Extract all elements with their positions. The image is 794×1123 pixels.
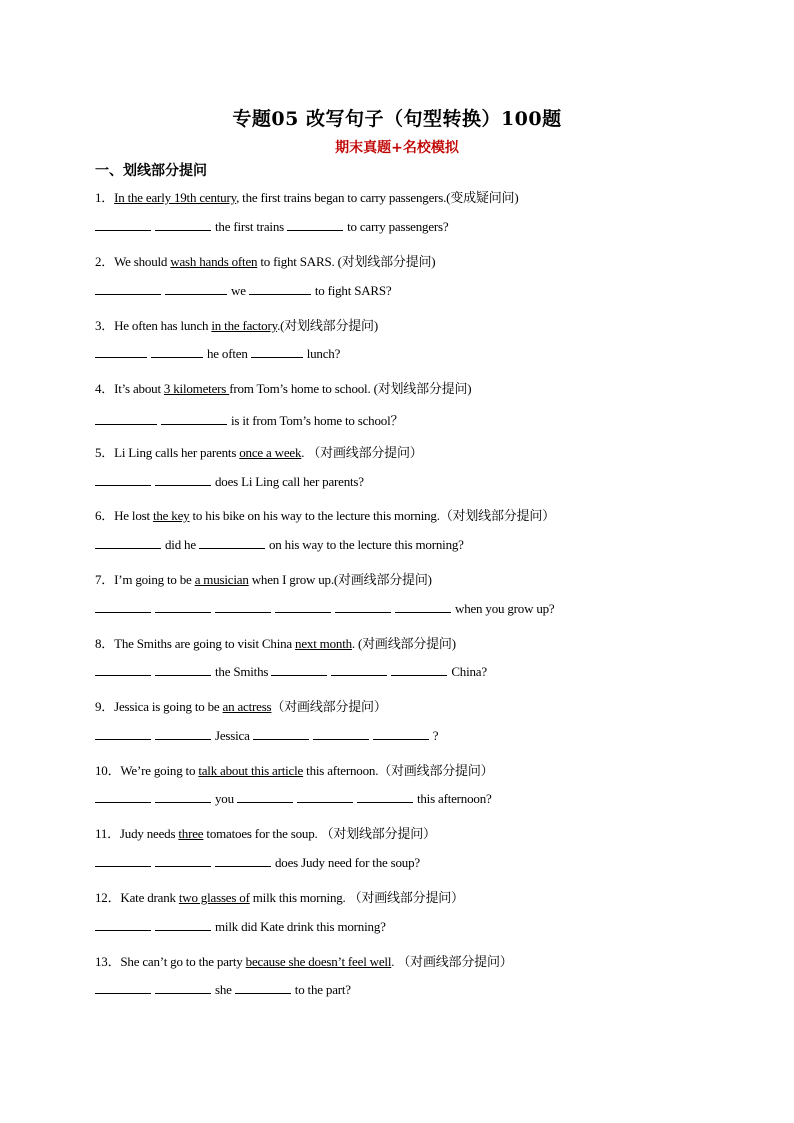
underlined-part: two glasses of xyxy=(178,890,250,905)
question-9: 9．Jessica is going to be an actress（对画线部分提问） xyxy=(95,699,387,714)
answer-line-6: did he on his way to the lecture this morning? xyxy=(95,537,464,553)
question-8: 8．The Smiths are going to visit China next month. (对画线部分提问) xyxy=(95,636,456,651)
answer-blank[interactable] xyxy=(155,219,211,231)
answer-blank[interactable] xyxy=(95,537,161,549)
underlined-part: because she doesn’t feel well xyxy=(245,954,392,969)
answer-blank[interactable] xyxy=(95,413,157,425)
answer-blank[interactable] xyxy=(235,982,291,994)
answer-blank[interactable] xyxy=(155,474,211,486)
answer-blank[interactable] xyxy=(155,791,211,803)
answer-blank[interactable] xyxy=(95,855,151,867)
answer-blank[interactable] xyxy=(155,982,211,994)
answer-blank[interactable] xyxy=(161,413,227,425)
question-2: 2．We should wash hands often to fight SARS. (对划线部分提问) xyxy=(95,254,436,269)
answer-blank[interactable] xyxy=(165,283,227,295)
answer-line-13: she to the part? xyxy=(95,982,351,998)
answer-blank[interactable] xyxy=(357,791,413,803)
underlined-part: 3 kilometers xyxy=(163,381,230,396)
answer-blank[interactable] xyxy=(155,855,211,867)
answer-line-10: you this afternoon? xyxy=(95,791,492,807)
answer-blank[interactable] xyxy=(395,601,451,613)
underlined-part: an actress xyxy=(222,699,272,714)
answer-line-2: we to fight SARS? xyxy=(95,283,391,299)
underlined-part: a musician xyxy=(194,572,249,587)
answer-blank[interactable] xyxy=(199,537,265,549)
answer-blank[interactable] xyxy=(251,346,303,358)
answer-blank[interactable] xyxy=(95,791,151,803)
answer-line-12: milk did Kate drink this morning? xyxy=(95,919,386,935)
answer-blank[interactable] xyxy=(95,601,151,613)
answer-blank[interactable] xyxy=(155,664,211,676)
answer-blank[interactable] xyxy=(215,601,271,613)
question-10: 10．We’re going to talk about this article this afternoon.（对画线部分提问） xyxy=(95,763,494,778)
answer-line-3: he often lunch? xyxy=(95,346,340,362)
underlined-part: once a week xyxy=(239,445,302,460)
question-6: 6．He lost the key to his bike on his way to the lecture this morning.（对划线部分提问） xyxy=(95,508,555,523)
underlined-part: wash hands often xyxy=(170,254,258,269)
answer-line-7: when you grow up? xyxy=(95,601,555,617)
answer-blank[interactable] xyxy=(155,919,211,931)
answer-line-4: is it from Tom’s home to school？ xyxy=(95,410,403,429)
question-7: 7．I’m going to be a musician when I grow up.(对画线部分提问) xyxy=(95,572,432,587)
answer-blank[interactable] xyxy=(331,664,387,676)
underlined-part: three xyxy=(178,826,204,841)
question-13: 13．She can’t go to the party because she doesn’t feel well. （对画线部分提问） xyxy=(95,954,513,969)
answer-blank[interactable] xyxy=(391,664,447,676)
answer-line-5: does Li Ling call her parents? xyxy=(95,474,364,490)
underlined-part: the key xyxy=(152,508,190,523)
question-12: 12．Kate drank two glasses of milk this morning. （对画线部分提问） xyxy=(95,890,464,905)
answer-blank[interactable] xyxy=(313,728,369,740)
answer-blank[interactable] xyxy=(95,283,161,295)
answer-blank[interactable] xyxy=(95,982,151,994)
page-title: 专题05 改写句子（句型转换）100题 xyxy=(232,108,562,130)
answer-blank[interactable] xyxy=(155,601,211,613)
answer-blank[interactable] xyxy=(95,219,151,231)
answer-blank[interactable] xyxy=(95,919,151,931)
answer-blank[interactable] xyxy=(155,728,211,740)
question-3: 3．He often has lunch in the factory.(对划线部分提问) xyxy=(95,318,378,333)
answer-line-8: the Smiths China? xyxy=(95,664,487,680)
answer-blank[interactable] xyxy=(95,728,151,740)
underlined-part: next month xyxy=(295,636,352,651)
underlined-part: talk about this article xyxy=(198,763,304,778)
answer-blank[interactable] xyxy=(215,855,271,867)
page-subtitle: 期末真题+名校模拟 xyxy=(335,140,459,156)
answer-blank[interactable] xyxy=(297,791,353,803)
answer-blank[interactable] xyxy=(95,346,147,358)
answer-blank[interactable] xyxy=(253,728,309,740)
answer-blank[interactable] xyxy=(151,346,203,358)
question-4: 4．It’s about 3 kilometers from Tom’s home to school. (对划线部分提问) xyxy=(95,381,472,396)
answer-line-11: does Judy need for the soup? xyxy=(95,855,420,871)
answer-blank[interactable] xyxy=(287,219,343,231)
question-5: 5．Li Ling calls her parents once a week. （对画线部分提问） xyxy=(95,445,423,460)
answer-blank[interactable] xyxy=(271,664,327,676)
answer-blank[interactable] xyxy=(249,283,311,295)
answer-blank[interactable] xyxy=(275,601,331,613)
question-11: 11．Judy needs three tomatoes for the soup. （对划线部分提问） xyxy=(95,826,436,841)
answer-blank[interactable] xyxy=(95,664,151,676)
answer-line-1: the first trains to carry passengers? xyxy=(95,219,448,235)
answer-blank[interactable] xyxy=(95,474,151,486)
underlined-part: In the early 19th century xyxy=(114,190,237,205)
section-heading: 一、划线部分提问 xyxy=(95,163,207,179)
question-1: 1．In the early 19th century, the first trains began to carry passengers.(变成疑问问) xyxy=(95,190,519,205)
answer-blank[interactable] xyxy=(237,791,293,803)
underlined-part: in the factory xyxy=(211,318,278,333)
answer-blank[interactable] xyxy=(335,601,391,613)
answer-line-9: Jessica ? xyxy=(95,728,438,744)
answer-blank[interactable] xyxy=(373,728,429,740)
